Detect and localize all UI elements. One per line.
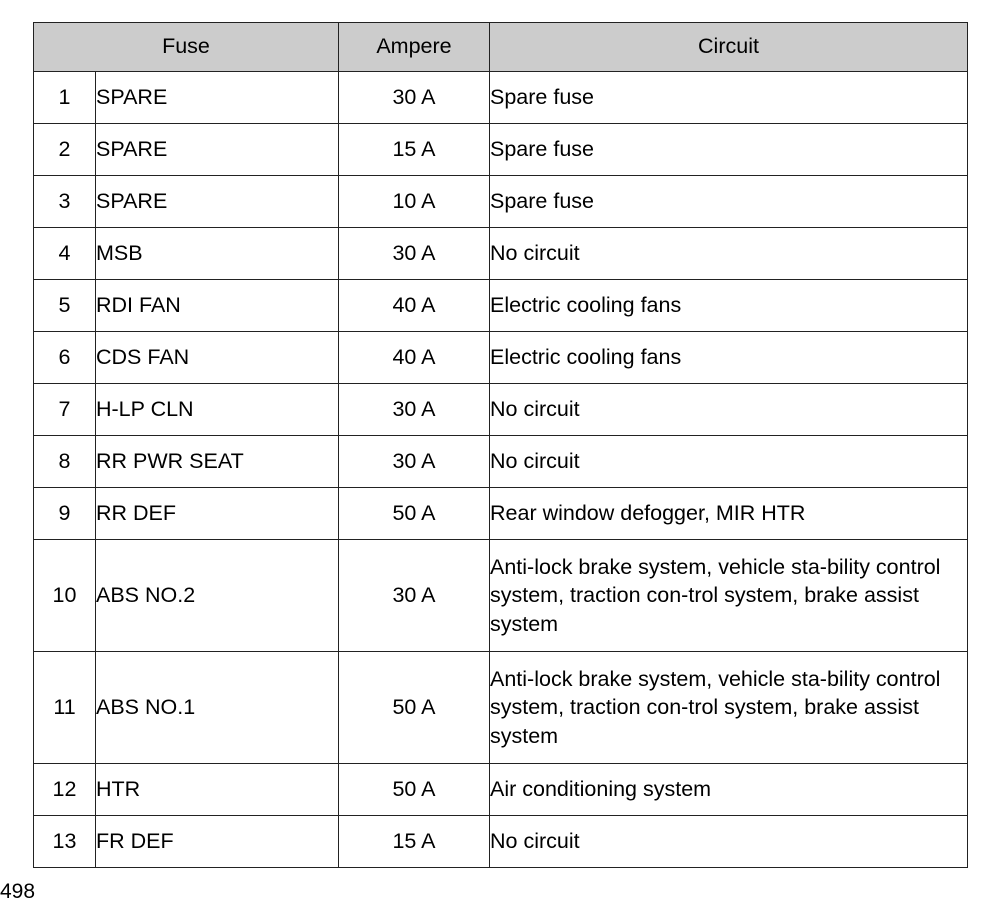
column-header-circuit: Circuit (490, 23, 968, 72)
cell-circuit: No circuit (490, 436, 968, 488)
cell-ampere: 30 A (339, 436, 490, 488)
cell-fuse-name: RDI FAN (96, 280, 339, 332)
header-row (34, 23, 968, 72)
fuse-table (33, 22, 968, 868)
cell-circuit: Spare fuse (490, 176, 968, 228)
cell-ampere: 15 A (339, 816, 490, 868)
page-number: 498 (0, 880, 36, 903)
cell-fuse-name: ABS NO.2 (96, 540, 339, 652)
table-row (34, 816, 968, 868)
cell-circuit: No circuit (490, 384, 968, 436)
table-row (34, 436, 968, 488)
table-row (34, 176, 968, 228)
cell-fuse-number: 8 (34, 436, 96, 488)
column-header-ampere: Ampere (339, 23, 490, 72)
cell-fuse-name: ABS NO.1 (96, 652, 339, 764)
cell-fuse-number: 11 (34, 652, 96, 764)
table-row (34, 652, 968, 764)
cell-fuse-number: 10 (34, 540, 96, 652)
table-body (34, 72, 968, 868)
cell-ampere: 10 A (339, 176, 490, 228)
cell-fuse-number: 7 (34, 384, 96, 436)
cell-fuse-number: 4 (34, 228, 96, 280)
cell-fuse-name: MSB (96, 228, 339, 280)
cell-fuse-number: 2 (34, 124, 96, 176)
cell-fuse-number: 3 (34, 176, 96, 228)
table-row (34, 764, 968, 816)
table-row (34, 124, 968, 176)
cell-fuse-name: H-LP CLN (96, 384, 339, 436)
cell-ampere: 30 A (339, 228, 490, 280)
cell-fuse-number: 1 (34, 72, 96, 124)
table-header (34, 23, 968, 72)
cell-ampere: 15 A (339, 124, 490, 176)
cell-circuit: Anti-lock brake system, vehicle sta-bility control system, traction con-trol system, brake assist system (490, 540, 968, 652)
cell-fuse-number: 6 (34, 332, 96, 384)
table-row (34, 540, 968, 652)
table-row (34, 280, 968, 332)
cell-circuit: Air conditioning system (490, 764, 968, 816)
cell-fuse-number: 12 (34, 764, 96, 816)
table-row (34, 488, 968, 540)
table-row (34, 72, 968, 124)
cell-circuit: Spare fuse (490, 72, 968, 124)
table-row (34, 332, 968, 384)
cell-ampere: 40 A (339, 332, 490, 384)
cell-circuit: Electric cooling fans (490, 280, 968, 332)
cell-circuit: Rear window defogger, MIR HTR (490, 488, 968, 540)
cell-ampere: 50 A (339, 652, 490, 764)
table-row (34, 228, 968, 280)
cell-circuit: No circuit (490, 816, 968, 868)
cell-fuse-name: SPARE (96, 176, 339, 228)
cell-fuse-name: SPARE (96, 124, 339, 176)
cell-ampere: 30 A (339, 540, 490, 652)
cell-ampere: 40 A (339, 280, 490, 332)
cell-fuse-name: FR DEF (96, 816, 339, 868)
table-row (34, 384, 968, 436)
cell-fuse-name: SPARE (96, 72, 339, 124)
column-header-fuse: Fuse (34, 23, 339, 72)
cell-fuse-number: 5 (34, 280, 96, 332)
cell-circuit: Anti-lock brake system, vehicle sta-bility control system, traction con-trol system, brake assist system (490, 652, 968, 764)
cell-ampere: 50 A (339, 488, 490, 540)
cell-fuse-name: RR DEF (96, 488, 339, 540)
cell-circuit: Electric cooling fans (490, 332, 968, 384)
cell-fuse-name: CDS FAN (96, 332, 339, 384)
cell-fuse-name: HTR (96, 764, 339, 816)
cell-ampere: 30 A (339, 384, 490, 436)
cell-fuse-name: RR PWR SEAT (96, 436, 339, 488)
cell-circuit: Spare fuse (490, 124, 968, 176)
cell-ampere: 30 A (339, 72, 490, 124)
cell-fuse-number: 13 (34, 816, 96, 868)
cell-ampere: 50 A (339, 764, 490, 816)
cell-fuse-number: 9 (34, 488, 96, 540)
cell-circuit: No circuit (490, 228, 968, 280)
